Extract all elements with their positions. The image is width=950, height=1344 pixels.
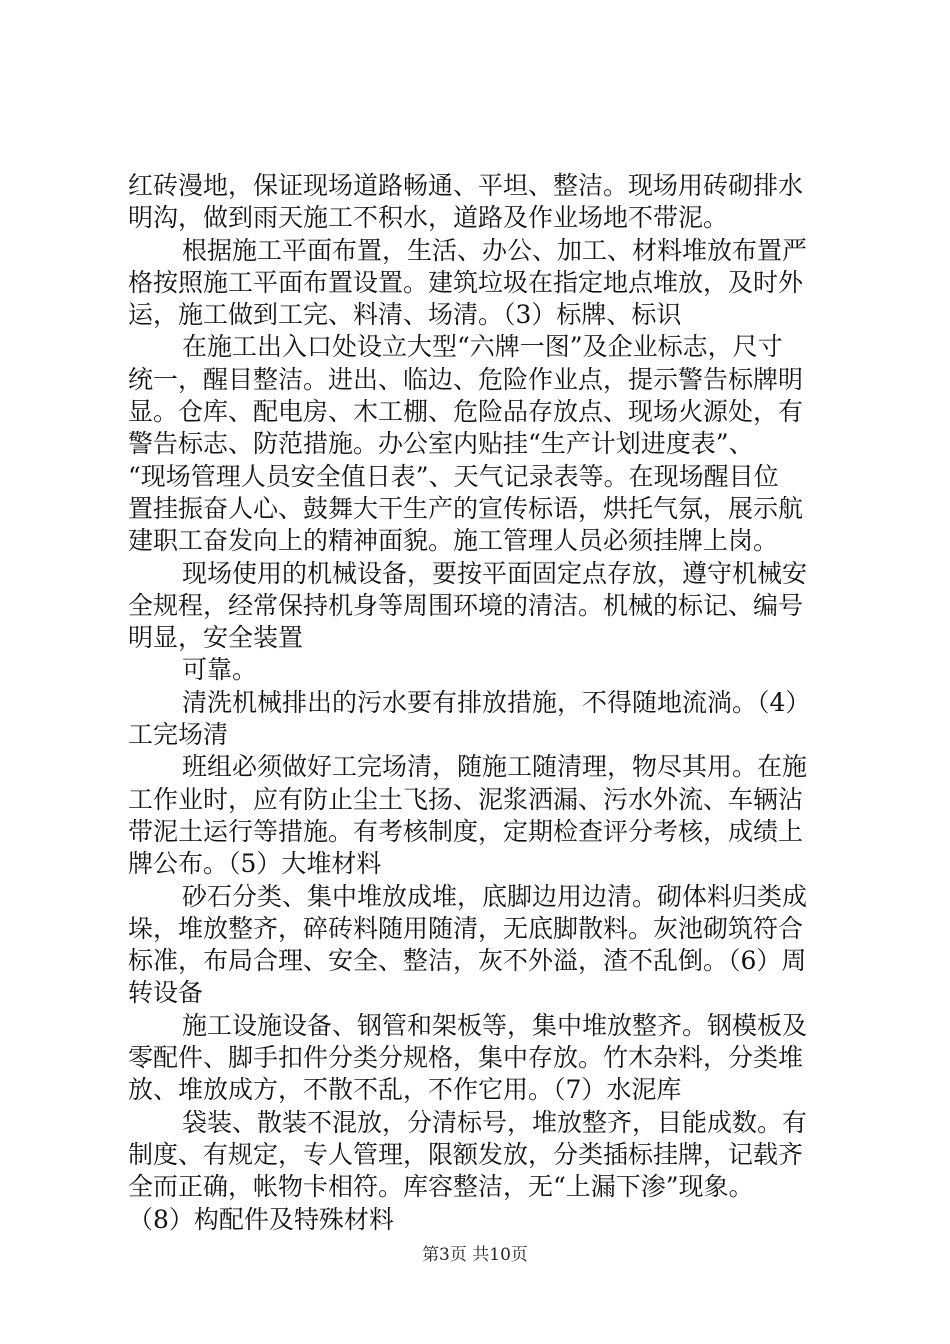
text-line: 显。仓库、配电房、木工棚、危险品存放点、现场火源处，有 [128,397,804,427]
paragraph-start-line: 根据施工平面布置，生活、办公、加工、材料堆放布置严 [182,235,808,265]
paragraph-start-line: 班组必须做好工完场清，随施工随清理，物尽其用。在施 [182,752,808,782]
text-line: 带泥土运行等措施。有考核制度，定期检查评分考核，成绩上 [128,816,804,846]
text-line: 建职工奋发向上的精神面貌。施工管理人员必须挂牌上岗。 [128,526,779,556]
paragraph-start-line: 清洗机械排出的污水要有排放措施，不得随地流淌。（4） [182,687,811,717]
paragraph-start-line: 施工设施设备、钢管和架板等，集中堆放整齐。钢模板及 [182,1010,808,1040]
text-line: 全规程，经常保持机身等周围环境的清洁。机械的标记、编号 [128,590,804,620]
document-body [128,170,848,1236]
text-line: 制度、有规定，专人管理，限额发放，分类插标挂牌，记载齐 [128,1139,804,1169]
text-line: 全而正确，帐物卡相符。库容整洁，无“上漏下渗”现象。 [128,1172,754,1202]
text-line: 放、堆放成方，不散不乱，不作它用。（7）水泥库 [128,1075,682,1105]
text-line: 牌公布。（5）大堆材料 [128,849,382,879]
text-line: 警告标志、防范措施。办公室内贴挂“生产计划进度表”、 [128,429,754,459]
paragraph-start-line: 袋装、散装不混放，分清标号，堆放整齐，目能成数。有 [182,1107,808,1137]
paragraph-start-line: 砂石分类、集中堆放成堆，底脚边用边清。砌体料归类成 [182,881,808,911]
text-line: （8）构配件及特殊材料 [128,1204,394,1234]
paragraph-start-line: 现场使用的机械设备，要按平面固定点存放，遵守机械安 [182,558,808,588]
text-line: “现场管理人员安全值日表”、天气记录表等。在现场醒目位 [128,461,779,491]
page-number-footer: 第3页 共10页 [422,1245,528,1265]
text-line: 垛，堆放整齐，碎砖料随用随清，无底脚散料。灰池砌筑符合 [128,913,804,943]
text-line: 运，施工做到工完、料清、场清。（3）标牌、标识 [128,300,682,330]
text-line: 零配件、脚手扣件分类分规格，集中存放。竹木杂料，分类堆 [128,1043,804,1073]
text-line: 标准，布局合理、安全、整洁，灰不外溢，渣不乱倒。（6）周 [128,946,807,976]
text-line: 明沟，做到雨天施工不积水，道路及作业场地不带泥。 [128,203,729,233]
text-line: 明显，安全装置 [128,623,304,653]
text-line: 置挂振奋人心、鼓舞大干生产的宣传标语，烘托气氛，展示航 [128,493,804,523]
text-line: 格按照施工平面布置设置。建筑垃圾在指定地点堆放，及时外 [128,267,804,297]
text-line: 工完场清 [128,720,229,750]
text-line: 红砖漫地，保证现场道路畅通、平坦、整洁。现场用砖砌排水 [128,171,804,200]
text-line: 统一，醒目整洁。进出、临边、危险作业点，提示警告标牌明 [128,364,804,394]
paragraph-start-line: 在施工出入口处设立大型“六牌一图”及企业标志，尺寸 [182,332,783,362]
text-line: 工作业时，应有防止尘土飞扬、泥浆洒漏、污水外流、车辆沾 [128,784,804,814]
paragraph-start-line: 可靠。 [182,655,258,685]
text-line: 转设备 [128,978,204,1008]
